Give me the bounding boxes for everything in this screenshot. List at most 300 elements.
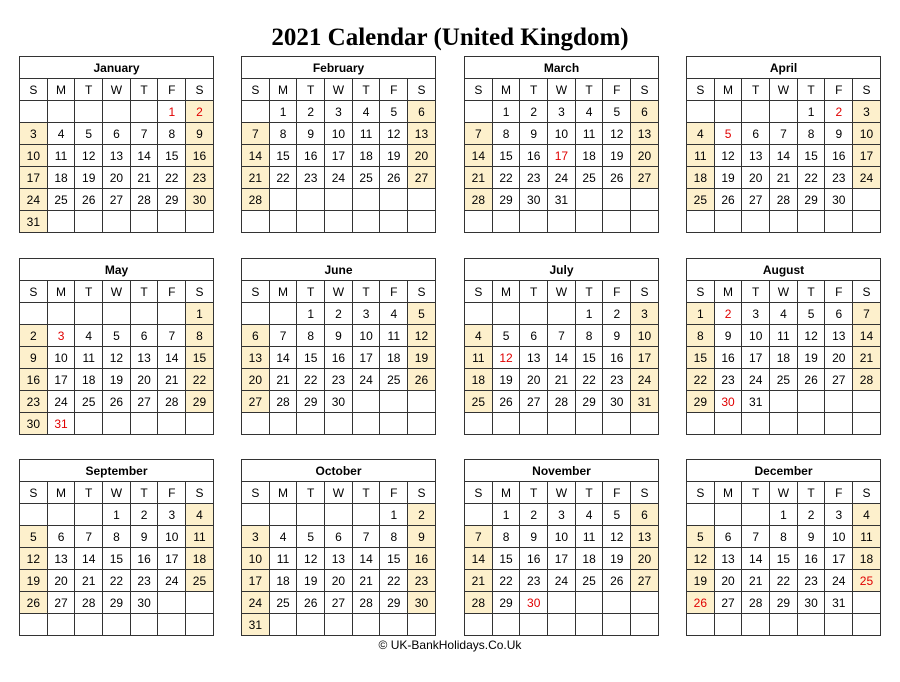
day-cell: 3 <box>548 101 576 123</box>
weekday-header: T <box>131 482 159 504</box>
weekday-header: T <box>742 482 770 504</box>
day-cell: 19 <box>715 167 743 189</box>
week-row <box>687 548 881 570</box>
empty-day-cell <box>75 101 103 123</box>
day-cell: 27 <box>131 391 159 413</box>
weekday-header: F <box>825 281 853 303</box>
empty-day-cell <box>715 101 743 123</box>
empty-day-cell <box>242 413 270 435</box>
day-cell: 19 <box>493 369 521 391</box>
weekday-header: W <box>548 79 576 101</box>
empty-day-cell <box>270 189 298 211</box>
day-cell: 20 <box>631 548 659 570</box>
empty-day-cell <box>715 211 743 233</box>
week-row <box>687 123 881 145</box>
day-cell: 25 <box>380 369 408 391</box>
day-cell: 1 <box>576 303 604 325</box>
day-cell: 14 <box>465 548 493 570</box>
week-row <box>20 504 214 526</box>
day-cell: 16 <box>131 548 159 570</box>
week-row <box>687 369 881 391</box>
week-row <box>687 391 881 413</box>
day-cell: 10 <box>825 526 853 548</box>
week-row <box>465 303 659 325</box>
empty-day-cell <box>770 614 798 636</box>
day-cell: 1 <box>270 101 298 123</box>
weekday-header-row <box>465 482 659 504</box>
empty-day-cell <box>631 614 659 636</box>
week-row <box>465 570 659 592</box>
day-cell: 22 <box>798 167 826 189</box>
day-cell: 21 <box>353 570 381 592</box>
day-cell: 27 <box>631 570 659 592</box>
week-row <box>465 504 659 526</box>
empty-day-cell <box>186 413 214 435</box>
empty-day-cell <box>75 504 103 526</box>
empty-day-cell <box>548 592 576 614</box>
month-november <box>464 459 659 636</box>
day-cell: 4 <box>186 504 214 526</box>
weekday-header: W <box>325 281 353 303</box>
empty-day-cell <box>631 413 659 435</box>
day-cell: 20 <box>325 570 353 592</box>
day-cell: 11 <box>687 145 715 167</box>
day-cell: 4 <box>380 303 408 325</box>
empty-day-cell <box>603 189 631 211</box>
month-name: July <box>465 259 659 281</box>
weekday-header: T <box>576 79 604 101</box>
day-cell: 7 <box>770 123 798 145</box>
holiday-day-cell: 2 <box>825 101 853 123</box>
weekday-header: W <box>103 281 131 303</box>
empty-day-cell <box>353 189 381 211</box>
weekday-header: M <box>493 79 521 101</box>
day-cell: 6 <box>715 526 743 548</box>
weekday-header: F <box>603 79 631 101</box>
weekday-header: T <box>798 281 826 303</box>
empty-day-cell <box>353 211 381 233</box>
day-cell: 1 <box>493 101 521 123</box>
month-name: October <box>242 460 436 482</box>
empty-day-cell <box>798 211 826 233</box>
weekday-header: S <box>687 79 715 101</box>
day-cell: 14 <box>242 145 270 167</box>
day-cell: 17 <box>158 548 186 570</box>
weekday-header: M <box>715 79 743 101</box>
month-name: December <box>687 460 881 482</box>
day-cell: 15 <box>270 145 298 167</box>
day-cell: 16 <box>186 145 214 167</box>
day-cell: 12 <box>20 548 48 570</box>
empty-day-cell <box>380 189 408 211</box>
day-cell: 12 <box>715 145 743 167</box>
weekday-header-row <box>465 281 659 303</box>
day-cell: 5 <box>75 123 103 145</box>
day-cell: 19 <box>687 570 715 592</box>
day-cell: 7 <box>242 123 270 145</box>
empty-day-cell <box>465 413 493 435</box>
month-june <box>241 258 436 435</box>
empty-day-cell <box>825 391 853 413</box>
day-cell: 12 <box>75 145 103 167</box>
day-cell: 11 <box>576 526 604 548</box>
day-cell: 7 <box>465 526 493 548</box>
day-cell: 13 <box>48 548 76 570</box>
day-cell: 20 <box>825 347 853 369</box>
day-cell: 11 <box>465 347 493 369</box>
day-cell: 12 <box>297 548 325 570</box>
day-cell: 22 <box>186 369 214 391</box>
day-cell: 3 <box>631 303 659 325</box>
day-cell: 7 <box>742 526 770 548</box>
day-cell: 17 <box>548 548 576 570</box>
day-cell: 23 <box>325 369 353 391</box>
day-cell: 12 <box>603 526 631 548</box>
empty-day-cell <box>48 211 76 233</box>
day-cell: 20 <box>48 570 76 592</box>
day-cell: 31 <box>242 614 270 636</box>
week-row <box>20 325 214 347</box>
week-row <box>242 101 436 123</box>
empty-day-cell <box>325 614 353 636</box>
day-cell: 25 <box>687 189 715 211</box>
day-cell: 10 <box>20 145 48 167</box>
empty-day-cell <box>353 413 381 435</box>
day-cell: 6 <box>631 101 659 123</box>
weekday-header: F <box>603 281 631 303</box>
day-cell: 28 <box>465 592 493 614</box>
week-row <box>687 101 881 123</box>
empty-day-cell <box>353 614 381 636</box>
empty-day-cell <box>576 592 604 614</box>
week-row <box>465 211 659 233</box>
holiday-day-cell: 30 <box>520 592 548 614</box>
weekday-header: M <box>715 482 743 504</box>
day-cell: 22 <box>103 570 131 592</box>
day-cell: 30 <box>186 189 214 211</box>
day-cell: 9 <box>20 347 48 369</box>
day-cell: 20 <box>715 570 743 592</box>
empty-day-cell <box>380 413 408 435</box>
day-cell: 31 <box>742 391 770 413</box>
day-cell: 29 <box>297 391 325 413</box>
week-row <box>687 570 881 592</box>
weekday-header: T <box>131 281 159 303</box>
day-cell: 18 <box>186 548 214 570</box>
day-cell: 7 <box>270 325 298 347</box>
empty-day-cell <box>742 211 770 233</box>
empty-day-cell <box>158 592 186 614</box>
weekday-header: T <box>353 79 381 101</box>
weekday-header: T <box>131 79 159 101</box>
weekday-header: T <box>297 281 325 303</box>
empty-day-cell <box>158 413 186 435</box>
week-row <box>687 303 881 325</box>
week-row <box>687 504 881 526</box>
month-name: January <box>20 57 214 79</box>
day-cell: 6 <box>520 325 548 347</box>
day-cell: 24 <box>631 369 659 391</box>
day-cell: 17 <box>242 570 270 592</box>
empty-day-cell <box>408 391 436 413</box>
weekday-header-row <box>20 482 214 504</box>
day-cell: 3 <box>20 123 48 145</box>
empty-day-cell <box>465 504 493 526</box>
weekday-header: S <box>242 79 270 101</box>
day-cell: 7 <box>548 325 576 347</box>
day-cell: 16 <box>325 347 353 369</box>
day-cell: 27 <box>48 592 76 614</box>
empty-day-cell <box>798 614 826 636</box>
day-cell: 4 <box>465 325 493 347</box>
day-cell: 21 <box>465 570 493 592</box>
day-cell: 4 <box>353 101 381 123</box>
empty-day-cell <box>325 504 353 526</box>
day-cell: 8 <box>798 123 826 145</box>
weekday-header: F <box>380 79 408 101</box>
day-cell: 8 <box>493 526 521 548</box>
empty-day-cell <box>853 614 881 636</box>
day-cell: 8 <box>687 325 715 347</box>
week-row <box>465 391 659 413</box>
day-cell: 20 <box>631 145 659 167</box>
empty-day-cell <box>825 413 853 435</box>
weekday-header-row <box>242 281 436 303</box>
month-march <box>464 56 659 233</box>
empty-day-cell <box>742 413 770 435</box>
empty-day-cell <box>75 413 103 435</box>
weekday-header: F <box>380 281 408 303</box>
holiday-day-cell: 2 <box>186 101 214 123</box>
day-cell: 28 <box>270 391 298 413</box>
week-row <box>465 592 659 614</box>
day-cell: 21 <box>465 167 493 189</box>
weekday-header: T <box>742 79 770 101</box>
day-cell: 8 <box>380 526 408 548</box>
day-cell: 6 <box>131 325 159 347</box>
month-name: May <box>20 259 214 281</box>
day-cell: 1 <box>103 504 131 526</box>
week-row <box>242 570 436 592</box>
weekday-header: M <box>493 281 521 303</box>
day-cell: 8 <box>493 123 521 145</box>
month-september <box>19 459 214 636</box>
weekday-header: W <box>548 281 576 303</box>
day-cell: 26 <box>603 167 631 189</box>
empty-day-cell <box>48 303 76 325</box>
day-cell: 10 <box>548 123 576 145</box>
day-cell: 12 <box>798 325 826 347</box>
empty-day-cell <box>576 189 604 211</box>
day-cell: 27 <box>242 391 270 413</box>
day-cell: 21 <box>548 369 576 391</box>
day-cell: 17 <box>353 347 381 369</box>
weekday-header: M <box>48 281 76 303</box>
day-cell: 22 <box>687 369 715 391</box>
week-row <box>242 391 436 413</box>
day-cell: 2 <box>325 303 353 325</box>
empty-day-cell <box>103 413 131 435</box>
weekday-header: S <box>186 79 214 101</box>
week-row <box>20 211 214 233</box>
day-cell: 14 <box>75 548 103 570</box>
day-cell: 18 <box>770 347 798 369</box>
weekday-header: T <box>798 79 826 101</box>
empty-day-cell <box>242 211 270 233</box>
day-cell: 10 <box>48 347 76 369</box>
day-cell: 29 <box>798 189 826 211</box>
empty-day-cell <box>353 391 381 413</box>
day-cell: 10 <box>548 526 576 548</box>
weekday-header: T <box>798 482 826 504</box>
week-row <box>20 570 214 592</box>
week-row <box>242 123 436 145</box>
weekday-header-row <box>20 79 214 101</box>
week-row <box>465 189 659 211</box>
empty-day-cell <box>325 189 353 211</box>
month-january <box>19 56 214 233</box>
day-cell: 11 <box>576 123 604 145</box>
day-cell: 29 <box>186 391 214 413</box>
day-cell: 15 <box>770 548 798 570</box>
empty-day-cell <box>493 413 521 435</box>
day-cell: 18 <box>75 369 103 391</box>
empty-day-cell <box>186 211 214 233</box>
month-name: June <box>242 259 436 281</box>
empty-day-cell <box>297 413 325 435</box>
day-cell: 30 <box>325 391 353 413</box>
day-cell: 13 <box>131 347 159 369</box>
day-cell: 7 <box>353 526 381 548</box>
weekday-header: T <box>520 79 548 101</box>
day-cell: 29 <box>380 592 408 614</box>
weekday-header: W <box>770 482 798 504</box>
empty-day-cell <box>465 101 493 123</box>
weekday-header: M <box>270 79 298 101</box>
day-cell: 11 <box>380 325 408 347</box>
weekday-header: W <box>770 281 798 303</box>
day-cell: 9 <box>297 123 325 145</box>
day-cell: 14 <box>465 145 493 167</box>
day-cell: 23 <box>798 570 826 592</box>
day-cell: 2 <box>131 504 159 526</box>
day-cell: 14 <box>131 145 159 167</box>
empty-day-cell <box>770 211 798 233</box>
day-cell: 21 <box>270 369 298 391</box>
empty-day-cell <box>270 211 298 233</box>
day-cell: 18 <box>270 570 298 592</box>
day-cell: 28 <box>353 592 381 614</box>
day-cell: 20 <box>520 369 548 391</box>
empty-day-cell <box>520 211 548 233</box>
week-row <box>242 303 436 325</box>
day-cell: 28 <box>131 189 159 211</box>
holiday-day-cell: 31 <box>48 413 76 435</box>
day-cell: 20 <box>131 369 159 391</box>
day-cell: 15 <box>798 145 826 167</box>
day-cell: 22 <box>493 167 521 189</box>
empty-day-cell <box>353 504 381 526</box>
day-cell: 6 <box>48 526 76 548</box>
day-cell: 21 <box>158 369 186 391</box>
day-cell: 4 <box>576 101 604 123</box>
empty-day-cell <box>548 614 576 636</box>
day-cell: 27 <box>103 189 131 211</box>
day-cell: 2 <box>603 303 631 325</box>
month-april <box>686 56 881 233</box>
month-name: April <box>687 57 881 79</box>
day-cell: 18 <box>465 369 493 391</box>
empty-day-cell <box>270 413 298 435</box>
weekday-header: S <box>631 79 659 101</box>
day-cell: 1 <box>770 504 798 526</box>
weekday-header: T <box>297 79 325 101</box>
week-row <box>465 123 659 145</box>
day-cell: 20 <box>242 369 270 391</box>
week-row <box>242 592 436 614</box>
empty-day-cell <box>131 211 159 233</box>
day-cell: 9 <box>520 526 548 548</box>
weekday-header: T <box>75 79 103 101</box>
week-row <box>687 325 881 347</box>
day-cell: 9 <box>186 123 214 145</box>
weekday-header: S <box>186 482 214 504</box>
day-cell: 22 <box>270 167 298 189</box>
day-cell: 21 <box>242 167 270 189</box>
weekday-header-row <box>687 482 881 504</box>
week-row <box>465 526 659 548</box>
day-cell: 5 <box>798 303 826 325</box>
day-cell: 27 <box>325 592 353 614</box>
day-cell: 15 <box>186 347 214 369</box>
day-cell: 7 <box>158 325 186 347</box>
day-cell: 5 <box>380 101 408 123</box>
day-cell: 18 <box>687 167 715 189</box>
day-cell: 14 <box>353 548 381 570</box>
empty-day-cell <box>186 614 214 636</box>
day-cell: 23 <box>603 369 631 391</box>
day-cell: 31 <box>631 391 659 413</box>
week-row <box>20 123 214 145</box>
empty-day-cell <box>103 211 131 233</box>
day-cell: 18 <box>353 145 381 167</box>
day-cell: 27 <box>825 369 853 391</box>
day-cell: 30 <box>131 592 159 614</box>
day-cell: 3 <box>158 504 186 526</box>
day-cell: 28 <box>75 592 103 614</box>
day-cell: 26 <box>380 167 408 189</box>
day-cell: 13 <box>631 123 659 145</box>
day-cell: 18 <box>48 167 76 189</box>
day-cell: 13 <box>520 347 548 369</box>
empty-day-cell <box>48 504 76 526</box>
empty-day-cell <box>48 101 76 123</box>
day-cell: 31 <box>20 211 48 233</box>
day-cell: 13 <box>242 347 270 369</box>
weekday-header: S <box>465 482 493 504</box>
day-cell: 2 <box>20 325 48 347</box>
day-cell: 30 <box>825 189 853 211</box>
empty-day-cell <box>770 413 798 435</box>
day-cell: 17 <box>20 167 48 189</box>
week-row <box>20 101 214 123</box>
day-cell: 14 <box>853 325 881 347</box>
day-cell: 6 <box>825 303 853 325</box>
empty-day-cell <box>408 413 436 435</box>
day-cell: 4 <box>687 123 715 145</box>
empty-day-cell <box>687 413 715 435</box>
empty-day-cell <box>75 211 103 233</box>
